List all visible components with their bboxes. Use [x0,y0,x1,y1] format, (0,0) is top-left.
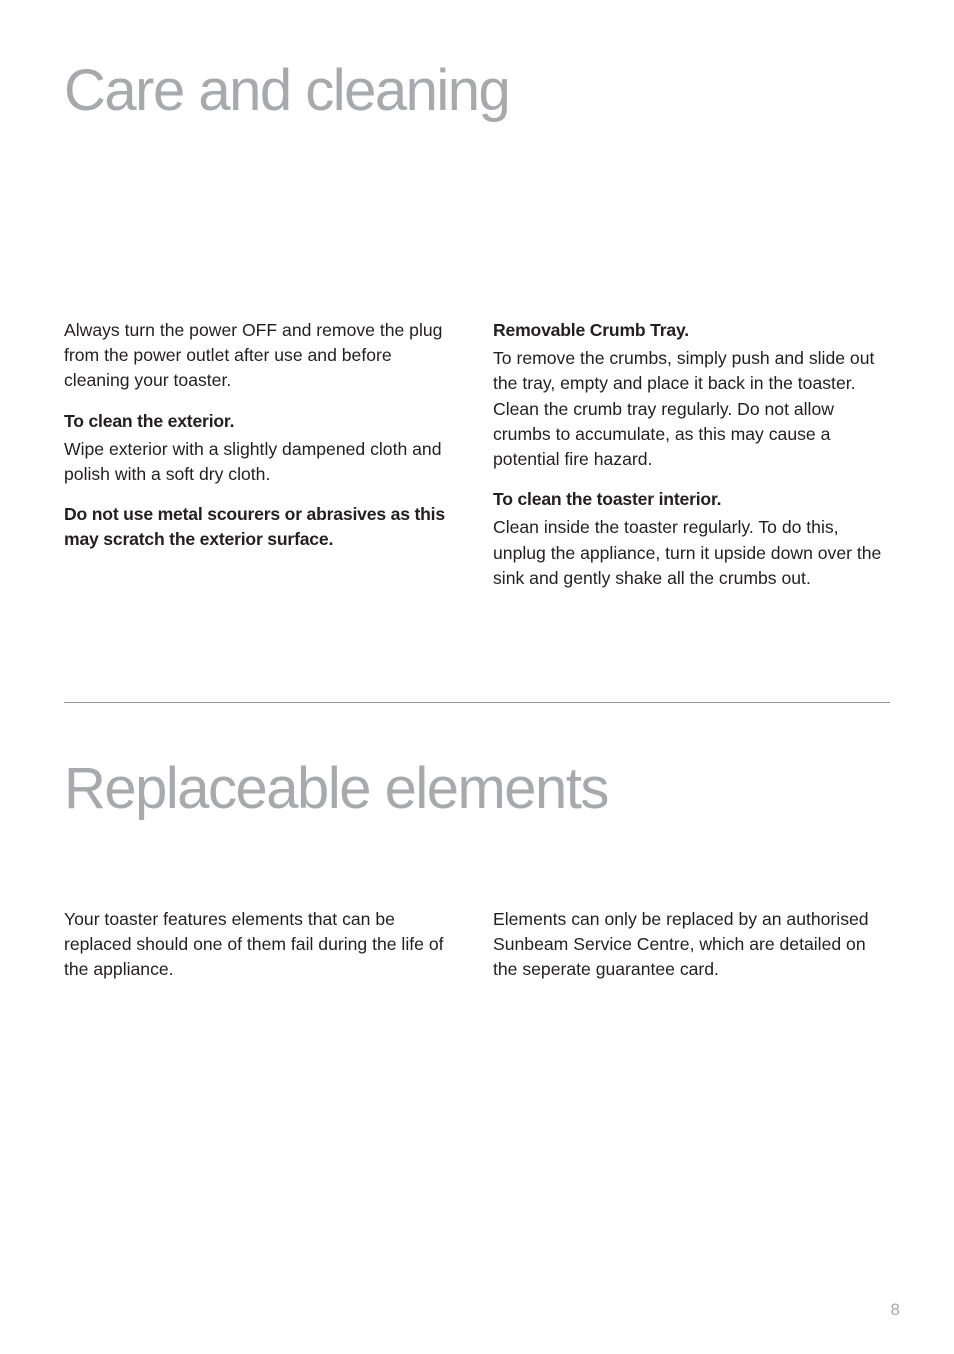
care-left-column [64,318,456,553]
replaceable-right-text: Elements can only be replaced by an authorised Sunbeam Service Centre, which are detailed on the seperate guarantee card. [493,909,869,980]
page-number: 8 [890,1300,900,1319]
abrasives-warning: Do not use metal scourers or abrasives as this may scratch the exterior surface. [64,504,445,550]
crumb-tray-text: To remove the crumbs, simply push and slide out the tray, empty and place it back in the toaster. Clean the crumb tray regularly. Do not allow crumbs to accumulate, as this may cause a potential fire hazard. [493,348,875,470]
interior-subheading: To clean the toaster interior. [493,489,722,510]
exterior-subheading: To clean the exterior. [64,410,235,431]
care-right-column [493,318,893,591]
replaceable-elements-heading: Replaceable elements [64,756,608,821]
crumb-tray-subheading: Removable Crumb Tray. [493,320,689,340]
replaceable-left-text: Your toaster features elements that can be replaced should one of them fail during the life of the appliance. [64,909,444,980]
care-and-cleaning-heading: Care and cleaning [64,58,510,123]
section-divider [64,702,890,703]
interior-text: Clean inside the toaster regularly. To do this, unplug the appliance, turn it upside down over the sink and gently shake all the crumbs out. [493,517,882,588]
replaceable-right-column [493,907,893,983]
care-intro-text: Always turn the power OFF and remove the plug from the power outlet after use and before cleaning your toaster. [64,320,443,391]
exterior-text: Wipe exterior with a slightly dampened cloth and polish with a soft dry cloth. [64,438,442,485]
replaceable-left-column [64,907,456,983]
